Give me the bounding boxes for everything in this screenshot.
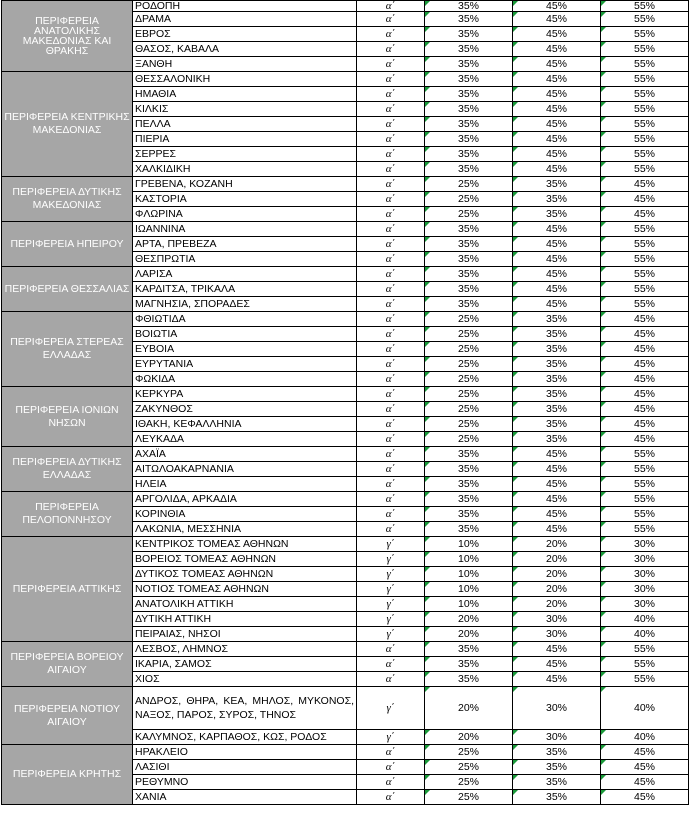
zone-cell[interactable]: α΄: [357, 402, 425, 417]
rate-3-cell[interactable]: 45%: [601, 745, 689, 760]
rate-3-cell[interactable]: 55%: [601, 237, 689, 252]
rate-3-cell[interactable]: 30%: [601, 567, 689, 582]
area-name-cell[interactable]: ΗΡΑΚΛΕΙΟ: [133, 745, 357, 760]
area-name-cell[interactable]: ΕΥΒΟΙΑ: [133, 342, 357, 357]
rate-2-cell[interactable]: 30%: [513, 730, 601, 745]
region-name-cell[interactable]: ΠΕΡΙΦΕΡΕΙΑ ΑΝΑΤΟΛΙΚΗΣ ΜΑΚΕΔΟΝΙΑΣ ΚΑΙ ΘΡΑΚΗΣ: [2, 1, 133, 72]
table-row: [2, 642, 689, 657]
zone-cell[interactable]: γ΄: [357, 627, 425, 642]
zone-cell[interactable]: α΄: [357, 492, 425, 507]
rate-3-cell[interactable]: 30%: [601, 552, 689, 567]
rate-3-cell[interactable]: 55%: [601, 87, 689, 102]
area-name-cell[interactable]: ΛΕΣΒΟΣ, ΛΗΜΝΟΣ: [133, 642, 357, 657]
table-body: [2, 1, 689, 805]
region-name-cell[interactable]: ΠΕΡΙΦΕΡΕΙΑ ΗΠΕΙΡΟΥ: [2, 222, 133, 267]
rate-3-cell[interactable]: 45%: [601, 207, 689, 222]
zone-cell[interactable]: γ΄: [357, 582, 425, 597]
area-name-cell[interactable]: ΔΥΤΙΚΟΣ ΤΟΜΕΑΣ ΑΘΗΝΩΝ: [133, 567, 357, 582]
rate-1-cell[interactable]: 25%: [425, 417, 513, 432]
rate-2-cell[interactable]: 45%: [513, 102, 601, 117]
zone-cell[interactable]: α΄: [357, 282, 425, 297]
area-name-cell[interactable]: ΚΕΝΤΡΙΚΟΣ ΤΟΜΕΑΣ ΑΘΗΝΩΝ: [133, 537, 357, 552]
area-name-cell[interactable]: ΙΩΑΝΝΙΝΑ: [133, 222, 357, 237]
rate-3-cell[interactable]: 45%: [601, 775, 689, 790]
region-name-cell[interactable]: ΠΕΡΙΦΕΡΕΙΑ ΑΤΤΙΚΗΣ: [2, 537, 133, 642]
area-name-cell[interactable]: ΘΕΣΣΑΛΟΝΙΚΗ: [133, 72, 357, 87]
rate-1-cell[interactable]: 25%: [425, 177, 513, 192]
zone-cell[interactable]: α΄: [357, 387, 425, 402]
zone-cell[interactable]: α΄: [357, 237, 425, 252]
rate-2-cell[interactable]: 35%: [513, 207, 601, 222]
area-name-cell[interactable]: ΦΘΙΩΤΙΔΑ: [133, 312, 357, 327]
rate-2-cell[interactable]: 45%: [513, 447, 601, 462]
zone-cell[interactable]: γ΄: [357, 567, 425, 582]
rate-3-cell[interactable]: 45%: [601, 760, 689, 775]
rate-1-cell[interactable]: 35%: [425, 477, 513, 492]
rate-1-cell[interactable]: 20%: [425, 612, 513, 627]
area-name-cell[interactable]: ΑΧΑΪΑ: [133, 447, 357, 462]
zone-cell[interactable]: α΄: [357, 267, 425, 282]
rate-1-cell[interactable]: 25%: [425, 745, 513, 760]
zone-cell[interactable]: α΄: [357, 642, 425, 657]
rate-2-cell[interactable]: 35%: [513, 745, 601, 760]
table-row: [2, 222, 689, 237]
zone-cell[interactable]: α΄: [357, 102, 425, 117]
area-name-cell[interactable]: ΗΛΕΙΑ: [133, 477, 357, 492]
area-name-cell[interactable]: ΔΥΤΙΚΗ ΑΤΤΙΚΗ: [133, 612, 357, 627]
rate-2-cell[interactable]: 30%: [513, 612, 601, 627]
rate-2-cell[interactable]: 45%: [513, 147, 601, 162]
rate-1-cell[interactable]: 35%: [425, 27, 513, 42]
area-name-cell[interactable]: ΚΑΛΥΜΝΟΣ, ΚΑΡΠΑΘΟΣ, ΚΩΣ, ΡΟΔΟΣ: [133, 730, 357, 745]
area-name-cell[interactable]: ΑΡΓΟΛΙΔΑ, ΑΡΚΑΔΙΑ: [133, 492, 357, 507]
rate-1-cell[interactable]: 10%: [425, 567, 513, 582]
table-row: [2, 492, 689, 507]
rate-2-cell[interactable]: 45%: [513, 462, 601, 477]
rate-2-cell[interactable]: 35%: [513, 192, 601, 207]
rate-2-cell[interactable]: 45%: [513, 642, 601, 657]
area-name-cell[interactable]: ΝΟΤΙΟΣ ΤΟΜΕΑΣ ΑΘΗΝΩΝ: [133, 582, 357, 597]
rate-3-cell[interactable]: 45%: [601, 432, 689, 447]
zone-cell[interactable]: α΄: [357, 132, 425, 147]
zone-cell[interactable]: α΄: [357, 657, 425, 672]
rate-2-cell[interactable]: 45%: [513, 657, 601, 672]
zone-cell[interactable]: γ΄: [357, 552, 425, 567]
rate-1-cell[interactable]: 20%: [425, 627, 513, 642]
rate-1-cell[interactable]: 10%: [425, 537, 513, 552]
rate-1-cell[interactable]: 25%: [425, 327, 513, 342]
zone-cell[interactable]: α΄: [357, 27, 425, 42]
rate-1-cell[interactable]: 35%: [425, 642, 513, 657]
zone-cell[interactable]: α΄: [357, 1, 425, 12]
rate-1-cell[interactable]: 35%: [425, 237, 513, 252]
area-name-cell[interactable]: ΓΡΕΒΕΝΑ, ΚΟΖΑΝΗ: [133, 177, 357, 192]
rate-1-cell[interactable]: 10%: [425, 582, 513, 597]
rate-2-cell[interactable]: 35%: [513, 775, 601, 790]
area-name-cell[interactable]: ΔΡΑΜΑ: [133, 12, 357, 27]
rate-2-cell[interactable]: 45%: [513, 267, 601, 282]
rate-1-cell[interactable]: 35%: [425, 117, 513, 132]
rate-1-cell[interactable]: 25%: [425, 342, 513, 357]
table-row: [2, 312, 689, 327]
area-name-cell[interactable]: ΕΒΡΟΣ: [133, 27, 357, 42]
rate-2-cell[interactable]: 30%: [513, 687, 601, 730]
area-name-cell[interactable]: ΛΑΣΙΘΙ: [133, 760, 357, 775]
rate-3-cell[interactable]: 55%: [601, 27, 689, 42]
zone-cell[interactable]: α΄: [357, 207, 425, 222]
rate-2-cell[interactable]: 35%: [513, 327, 601, 342]
area-name-cell[interactable]: ΡΕΘΥΜΝΟ: [133, 775, 357, 790]
zone-cell[interactable]: γ΄: [357, 730, 425, 745]
rate-1-cell[interactable]: 35%: [425, 492, 513, 507]
rate-2-cell[interactable]: 35%: [513, 372, 601, 387]
rate-3-cell[interactable]: 45%: [601, 387, 689, 402]
table-row: [2, 72, 689, 87]
rate-1-cell[interactable]: 10%: [425, 552, 513, 567]
rate-2-cell[interactable]: 45%: [513, 252, 601, 267]
rate-1-cell[interactable]: 35%: [425, 462, 513, 477]
zone-cell[interactable]: α΄: [357, 372, 425, 387]
rate-2-cell[interactable]: 45%: [513, 672, 601, 687]
rate-1-cell[interactable]: 35%: [425, 12, 513, 27]
region-name-cell[interactable]: ΠΕΡΙΦΕΡΕΙΑ ΒΟΡΕΙΟΥ ΑΙΓΑΙΟΥ: [2, 642, 133, 687]
rate-1-cell[interactable]: 25%: [425, 192, 513, 207]
rate-1-cell[interactable]: 35%: [425, 102, 513, 117]
rate-1-cell[interactable]: 35%: [425, 507, 513, 522]
rate-1-cell[interactable]: 35%: [425, 72, 513, 87]
area-name-cell[interactable]: ΘΑΣΟΣ, ΚΑΒΑΛΑ: [133, 42, 357, 57]
rate-1-cell[interactable]: 25%: [425, 357, 513, 372]
rate-1-cell[interactable]: 35%: [425, 282, 513, 297]
rate-3-cell[interactable]: 45%: [601, 177, 689, 192]
aid-rates-table: [1, 0, 689, 805]
rate-1-cell[interactable]: 35%: [425, 132, 513, 147]
rate-2-cell[interactable]: 35%: [513, 342, 601, 357]
area-name-cell[interactable]: ΚΑΣΤΟΡΙΑ: [133, 192, 357, 207]
zone-cell[interactable]: α΄: [357, 57, 425, 72]
rate-2-cell[interactable]: 45%: [513, 477, 601, 492]
area-name-cell[interactable]: ΦΩΚΙΔΑ: [133, 372, 357, 387]
rate-1-cell[interactable]: 35%: [425, 42, 513, 57]
area-name-cell[interactable]: ΙΘΑΚΗ, ΚΕΦΑΛΛΗΝΙΑ: [133, 417, 357, 432]
zone-cell[interactable]: α΄: [357, 297, 425, 312]
rate-2-cell[interactable]: 35%: [513, 432, 601, 447]
zone-cell[interactable]: α΄: [357, 87, 425, 102]
region-name-cell[interactable]: ΠΕΡΙΦΕΡΕΙΑ ΘΕΣΣΑΛΙΑΣ: [2, 267, 133, 312]
rate-3-cell[interactable]: 55%: [601, 42, 689, 57]
rate-3-cell[interactable]: 55%: [601, 102, 689, 117]
area-name-cell[interactable]: ΚΟΡΙΝΘΙΑ: [133, 507, 357, 522]
area-name-cell[interactable]: ΑΝΔΡΟΣ, ΘΗΡΑ, ΚΕΑ, ΜΗΛΟΣ, ΜΥΚΟΝΟΣ, ΝΑΞΟΣ, ΠΑΡΟΣ, ΣΥΡΟΣ, ΤΗΝΟΣ: [133, 687, 357, 730]
rate-3-cell[interactable]: 55%: [601, 672, 689, 687]
rate-2-cell[interactable]: 45%: [513, 117, 601, 132]
rate-1-cell[interactable]: 35%: [425, 447, 513, 462]
rate-1-cell[interactable]: 35%: [425, 57, 513, 72]
table-row: [2, 177, 689, 192]
rate-2-cell[interactable]: 45%: [513, 12, 601, 27]
rate-2-cell[interactable]: 20%: [513, 597, 601, 612]
area-name-cell[interactable]: ΛΑΡΙΣΑ: [133, 267, 357, 282]
rate-2-cell[interactable]: 45%: [513, 297, 601, 312]
rate-3-cell[interactable]: 55%: [601, 642, 689, 657]
rate-2-cell[interactable]: 45%: [513, 1, 601, 12]
zone-cell[interactable]: α΄: [357, 522, 425, 537]
zone-cell[interactable]: α΄: [357, 42, 425, 57]
rate-1-cell[interactable]: 25%: [425, 402, 513, 417]
rate-3-cell[interactable]: 40%: [601, 687, 689, 730]
rate-3-cell[interactable]: 55%: [601, 267, 689, 282]
table-row: [2, 1, 689, 12]
rate-2-cell[interactable]: 45%: [513, 27, 601, 42]
rate-2-cell[interactable]: 35%: [513, 790, 601, 805]
region-name-cell[interactable]: ΠΕΡΙΦΕΡΕΙΑ ΚΡΗΤΗΣ: [2, 745, 133, 805]
rate-3-cell[interactable]: 30%: [601, 597, 689, 612]
zone-cell[interactable]: γ΄: [357, 687, 425, 730]
table-row: [2, 687, 689, 730]
area-name-cell[interactable]: ΧΑΛΚΙΔΙΚΗ: [133, 162, 357, 177]
rate-2-cell[interactable]: 20%: [513, 537, 601, 552]
rate-3-cell[interactable]: 55%: [601, 447, 689, 462]
area-name-cell[interactable]: ΙΚΑΡΙΑ, ΣΑΜΟΣ: [133, 657, 357, 672]
rate-1-cell[interactable]: 25%: [425, 775, 513, 790]
region-name-cell[interactable]: ΠΕΡΙΦΕΡΕΙΑ ΚΕΝΤΡΙΚΗΣ ΜΑΚΕΔΟΝΙΑΣ: [2, 72, 133, 177]
rate-3-cell[interactable]: 55%: [601, 507, 689, 522]
area-name-cell[interactable]: ΛΕΥΚΑΔΑ: [133, 432, 357, 447]
rate-2-cell[interactable]: 45%: [513, 162, 601, 177]
area-name-cell[interactable]: ΧΑΝΙΑ: [133, 790, 357, 805]
rate-1-cell[interactable]: 35%: [425, 522, 513, 537]
rate-2-cell[interactable]: 35%: [513, 177, 601, 192]
rate-3-cell[interactable]: 45%: [601, 342, 689, 357]
rate-1-cell[interactable]: 25%: [425, 760, 513, 775]
rate-1-cell[interactable]: 20%: [425, 730, 513, 745]
zone-cell[interactable]: α΄: [357, 72, 425, 87]
area-name-cell[interactable]: ΚΑΡΔΙΤΣΑ, ΤΡΙΚΑΛΑ: [133, 282, 357, 297]
rate-1-cell[interactable]: 35%: [425, 297, 513, 312]
rate-1-cell[interactable]: 25%: [425, 312, 513, 327]
area-name-cell[interactable]: ΠΕΙΡΑΙΑΣ, ΝΗΣΟΙ: [133, 627, 357, 642]
rate-1-cell[interactable]: 35%: [425, 252, 513, 267]
zone-cell[interactable]: α΄: [357, 477, 425, 492]
table-row: [2, 267, 689, 282]
rate-3-cell[interactable]: 40%: [601, 627, 689, 642]
zone-cell[interactable]: α΄: [357, 507, 425, 522]
area-name-cell[interactable]: ΒΟΡΕΙΟΣ ΤΟΜΕΑΣ ΑΘΗΝΩΝ: [133, 552, 357, 567]
zone-cell[interactable]: α΄: [357, 342, 425, 357]
rate-1-cell[interactable]: 25%: [425, 207, 513, 222]
rate-2-cell[interactable]: 30%: [513, 627, 601, 642]
rate-2-cell[interactable]: 45%: [513, 522, 601, 537]
rate-1-cell[interactable]: 35%: [425, 657, 513, 672]
rate-1-cell[interactable]: 35%: [425, 267, 513, 282]
rate-3-cell[interactable]: 55%: [601, 72, 689, 87]
rate-1-cell[interactable]: 35%: [425, 162, 513, 177]
rate-1-cell[interactable]: 25%: [425, 387, 513, 402]
zone-cell[interactable]: α΄: [357, 432, 425, 447]
rate-1-cell[interactable]: 25%: [425, 372, 513, 387]
region-name-cell[interactable]: ΠΕΡΙΦΕΡΕΙΑ ΙΟΝΙΩΝ ΝΗΣΩΝ: [2, 387, 133, 447]
rate-2-cell[interactable]: 45%: [513, 87, 601, 102]
zone-cell[interactable]: α΄: [357, 745, 425, 760]
rate-3-cell[interactable]: 45%: [601, 357, 689, 372]
region-name-cell[interactable]: ΠΕΡΙΦΕΡΕΙΑ ΔΥΤΙΚΗΣ ΕΛΛΑΔΑΣ: [2, 447, 133, 492]
area-name-cell[interactable]: ΠΙΕΡΙΑ: [133, 132, 357, 147]
rate-1-cell[interactable]: 10%: [425, 597, 513, 612]
rate-3-cell[interactable]: 45%: [601, 327, 689, 342]
rate-3-cell[interactable]: 30%: [601, 537, 689, 552]
zone-cell[interactable]: α΄: [357, 177, 425, 192]
rate-2-cell[interactable]: 20%: [513, 552, 601, 567]
rate-1-cell[interactable]: 35%: [425, 87, 513, 102]
rate-2-cell[interactable]: 35%: [513, 312, 601, 327]
rate-3-cell[interactable]: 55%: [601, 252, 689, 267]
rate-3-cell[interactable]: 45%: [601, 790, 689, 805]
area-name-cell[interactable]: ΛΑΚΩΝΙΑ, ΜΕΣΣΗΝΙΑ: [133, 522, 357, 537]
area-name-cell[interactable]: ΞΑΝΘΗ: [133, 57, 357, 72]
rate-2-cell[interactable]: 35%: [513, 402, 601, 417]
zone-cell[interactable]: γ΄: [357, 597, 425, 612]
zone-cell[interactable]: α΄: [357, 357, 425, 372]
zone-cell[interactable]: α΄: [357, 252, 425, 267]
rate-2-cell[interactable]: 45%: [513, 282, 601, 297]
rate-3-cell[interactable]: 55%: [601, 12, 689, 27]
zone-cell[interactable]: α΄: [357, 192, 425, 207]
rate-2-cell[interactable]: 45%: [513, 507, 601, 522]
zone-cell[interactable]: α΄: [357, 417, 425, 432]
rate-3-cell[interactable]: 55%: [601, 297, 689, 312]
region-name-cell[interactable]: ΠΕΡΙΦΕΡΕΙΑ ΝΟΤΙΟΥ ΑΙΓΑΙΟΥ: [2, 687, 133, 745]
area-name-cell[interactable]: ΠΕΛΛΑ: [133, 117, 357, 132]
rate-3-cell[interactable]: 30%: [601, 582, 689, 597]
rate-3-cell[interactable]: 45%: [601, 312, 689, 327]
rate-3-cell[interactable]: 55%: [601, 1, 689, 12]
area-name-cell[interactable]: ΧΙΟΣ: [133, 672, 357, 687]
rate-3-cell[interactable]: 55%: [601, 462, 689, 477]
table-row: [2, 447, 689, 462]
zone-cell[interactable]: α΄: [357, 12, 425, 27]
rate-3-cell[interactable]: 45%: [601, 417, 689, 432]
area-name-cell[interactable]: ΑΙΤΩΛΟΑΚΑΡΝΑΝΙΑ: [133, 462, 357, 477]
region-name-cell[interactable]: ΠΕΡΙΦΕΡΕΙΑ ΔΥΤΙΚΗΣ ΜΑΚΕΔΟΝΙΑΣ: [2, 177, 133, 222]
rate-3-cell[interactable]: 45%: [601, 192, 689, 207]
zone-cell[interactable]: α΄: [357, 117, 425, 132]
zone-cell[interactable]: α΄: [357, 327, 425, 342]
rate-2-cell[interactable]: 20%: [513, 567, 601, 582]
rate-1-cell[interactable]: 20%: [425, 687, 513, 730]
rate-2-cell[interactable]: 35%: [513, 760, 601, 775]
rate-2-cell[interactable]: 45%: [513, 132, 601, 147]
rate-3-cell[interactable]: 45%: [601, 402, 689, 417]
area-name-cell[interactable]: ΚΕΡΚΥΡΑ: [133, 387, 357, 402]
rate-1-cell[interactable]: 25%: [425, 432, 513, 447]
rate-1-cell[interactable]: 35%: [425, 1, 513, 12]
area-name-cell[interactable]: ΑΝΑΤΟΛΙΚΗ ΑΤΤΙΚΗ: [133, 597, 357, 612]
rate-3-cell[interactable]: 55%: [601, 117, 689, 132]
area-name-cell[interactable]: ΡΟΔΟΠΗ: [133, 1, 357, 12]
area-name-cell[interactable]: ΘΕΣΠΡΩΤΙΑ: [133, 252, 357, 267]
rate-1-cell[interactable]: 35%: [425, 672, 513, 687]
table-row: [2, 387, 689, 402]
area-name-cell[interactable]: ΦΛΩΡΙΝΑ: [133, 207, 357, 222]
rate-2-cell[interactable]: 35%: [513, 357, 601, 372]
rate-3-cell[interactable]: 55%: [601, 57, 689, 72]
area-name-cell[interactable]: ΣΕΡΡΕΣ: [133, 147, 357, 162]
zone-cell[interactable]: α΄: [357, 462, 425, 477]
area-name-cell[interactable]: ΗΜΑΘΙΑ: [133, 87, 357, 102]
rate-1-cell[interactable]: 25%: [425, 790, 513, 805]
rate-3-cell[interactable]: 55%: [601, 477, 689, 492]
rate-2-cell[interactable]: 45%: [513, 222, 601, 237]
rate-3-cell[interactable]: 55%: [601, 492, 689, 507]
rate-2-cell[interactable]: 45%: [513, 492, 601, 507]
rate-3-cell[interactable]: 40%: [601, 612, 689, 627]
zone-cell[interactable]: α΄: [357, 447, 425, 462]
region-name-cell[interactable]: ΠΕΡΙΦΕΡΕΙΑ ΠΕΛΟΠΟΝΝΗΣΟΥ: [2, 492, 133, 537]
zone-cell[interactable]: α΄: [357, 162, 425, 177]
zone-cell[interactable]: α΄: [357, 672, 425, 687]
zone-cell[interactable]: α΄: [357, 760, 425, 775]
rate-2-cell[interactable]: 45%: [513, 237, 601, 252]
table-row: [2, 745, 689, 760]
rate-2-cell[interactable]: 45%: [513, 72, 601, 87]
rate-3-cell[interactable]: 55%: [601, 657, 689, 672]
area-name-cell[interactable]: ΕΥΡΥΤΑΝΙΑ: [133, 357, 357, 372]
rate-3-cell[interactable]: 55%: [601, 282, 689, 297]
rate-3-cell[interactable]: 45%: [601, 372, 689, 387]
zone-cell[interactable]: γ΄: [357, 537, 425, 552]
rate-3-cell[interactable]: 55%: [601, 522, 689, 537]
area-name-cell[interactable]: ΒΟΙΩΤΙΑ: [133, 327, 357, 342]
zone-cell[interactable]: α΄: [357, 790, 425, 805]
zone-cell[interactable]: γ΄: [357, 612, 425, 627]
zone-cell[interactable]: α΄: [357, 222, 425, 237]
rate-1-cell[interactable]: 35%: [425, 222, 513, 237]
zone-cell[interactable]: α΄: [357, 775, 425, 790]
region-name-cell[interactable]: ΠΕΡΙΦΕΡΕΙΑ ΣΤΕΡΕΑΣ ΕΛΛΑΔΑΣ: [2, 312, 133, 387]
rate-3-cell[interactable]: 55%: [601, 132, 689, 147]
rate-2-cell[interactable]: 20%: [513, 582, 601, 597]
table-row: [2, 537, 689, 552]
zone-cell[interactable]: α΄: [357, 147, 425, 162]
rate-3-cell[interactable]: 40%: [601, 730, 689, 745]
zone-cell[interactable]: α΄: [357, 312, 425, 327]
rate-3-cell[interactable]: 55%: [601, 222, 689, 237]
rate-2-cell[interactable]: 45%: [513, 42, 601, 57]
area-name-cell[interactable]: ΜΑΓΝΗΣΙΑ, ΣΠΟΡΑΔΕΣ: [133, 297, 357, 312]
area-name-cell[interactable]: ΖΑΚΥΝΘΟΣ: [133, 402, 357, 417]
rate-2-cell[interactable]: 35%: [513, 417, 601, 432]
rate-3-cell[interactable]: 55%: [601, 147, 689, 162]
rate-3-cell[interactable]: 55%: [601, 162, 689, 177]
rate-2-cell[interactable]: 45%: [513, 57, 601, 72]
area-name-cell[interactable]: ΑΡΤΑ, ΠΡΕΒΕΖΑ: [133, 237, 357, 252]
area-name-cell[interactable]: ΚΙΛΚΙΣ: [133, 102, 357, 117]
rate-2-cell[interactable]: 35%: [513, 387, 601, 402]
rate-1-cell[interactable]: 35%: [425, 147, 513, 162]
